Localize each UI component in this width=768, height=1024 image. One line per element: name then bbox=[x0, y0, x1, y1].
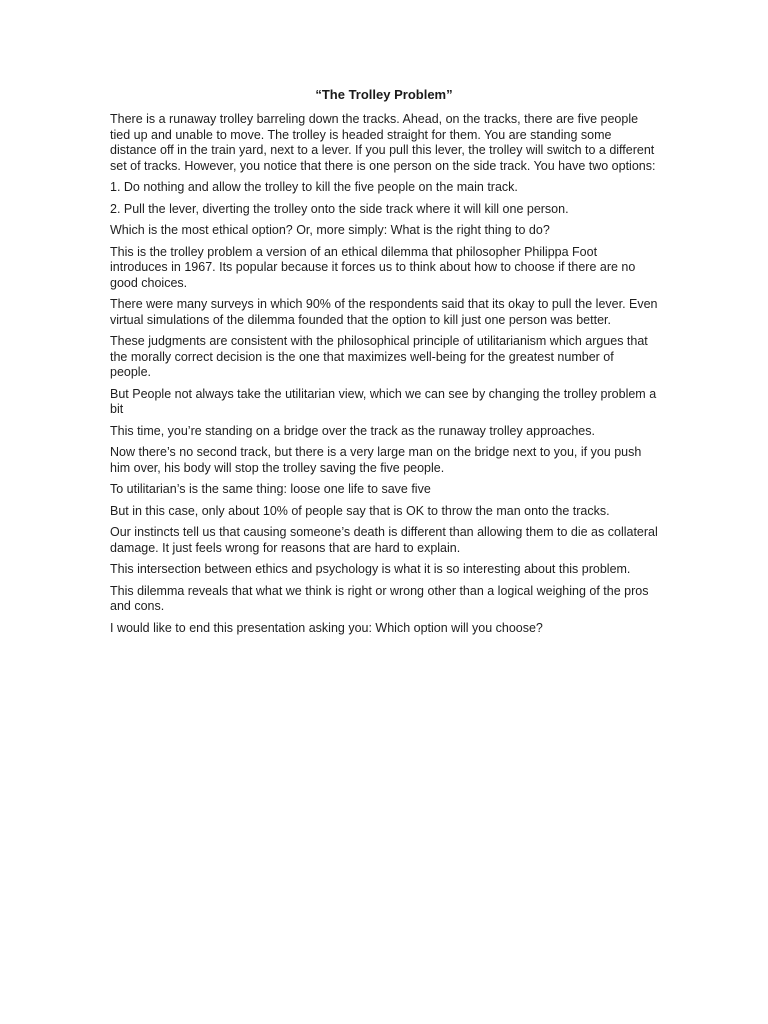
paragraph-option-1: 1. Do nothing and allow the trolley to kill the five people on the main track. bbox=[110, 180, 518, 194]
paragraph-closing: I would like to end this presentation asking you: Which option will you choose? bbox=[110, 620, 543, 635]
paragraph-utilitarian-view: To utilitarian’s is the same thing: loose one life to save five bbox=[110, 482, 431, 496]
paragraph-utilitarianism: These judgments are consistent with the philosophical principle of utilitarianism which argues that the morally correct decision is the one that maximizes well-being for the greatest number of people. bbox=[110, 334, 648, 379]
paragraph-history: This is the trolley problem a version of an ethical dilemma that philosopher Philippa Foot introduces in 1967. Its popular because it forces us to think about how to choose if there are no good choices. bbox=[110, 244, 636, 290]
document-title: “The Trolley Problem” bbox=[315, 87, 453, 102]
paragraph-bridge: This time, you’re standing on a bridge over the track as the runaway trolley approaches. bbox=[110, 423, 595, 438]
document-body bbox=[110, 112, 658, 642]
paragraph-instincts: Our instincts tell us that causing someone’s death is different than allowing them to die as collateral damage. It just feels wrong for reasons that are hard to explain. bbox=[110, 525, 658, 555]
paragraph-dilemma: This dilemma reveals that what we think is right or wrong other than a logical weighing of the pros and cons. bbox=[110, 583, 649, 613]
paragraph-option-2: 2. Pull the lever, diverting the trolley onto the side track where it will kill one person. bbox=[110, 201, 569, 216]
paragraph-question: Which is the most ethical option? Or, more simply: What is the right thing to do? bbox=[110, 223, 550, 237]
paragraph-intersection: This intersection between ethics and psychology is what it is so interesting about this problem. bbox=[110, 562, 631, 576]
paragraph-intro: There is a runaway trolley barreling down the tracks. Ahead, on the tracks, there are five people tied up and unable to move. The trolley is headed straight for them. You are standing some distance off in the train yard, next to a lever. If you pull this lever, the trolley will switch to a different set of tracks. However, you notice that there is one person on the side track. You have two options: bbox=[110, 112, 656, 173]
paragraph-variation: But People not always take the utilitarian view, which we can see by changing the trolley problem a bit bbox=[110, 386, 657, 416]
paragraph-ten-percent: But in this case, only about 10% of people say that is OK to throw the man onto the tracks. bbox=[110, 503, 610, 518]
paragraph-surveys: There were many surveys in which 90% of the respondents said that its okay to pull the lever. Even virtual simulations of the dilemma founded that the option to kill just one person was better. bbox=[110, 297, 658, 327]
paragraph-large-man: Now there’s no second track, but there is a very large man on the bridge next to you, if you push him over, his body will stop the trolley saving the five people. bbox=[110, 445, 642, 475]
